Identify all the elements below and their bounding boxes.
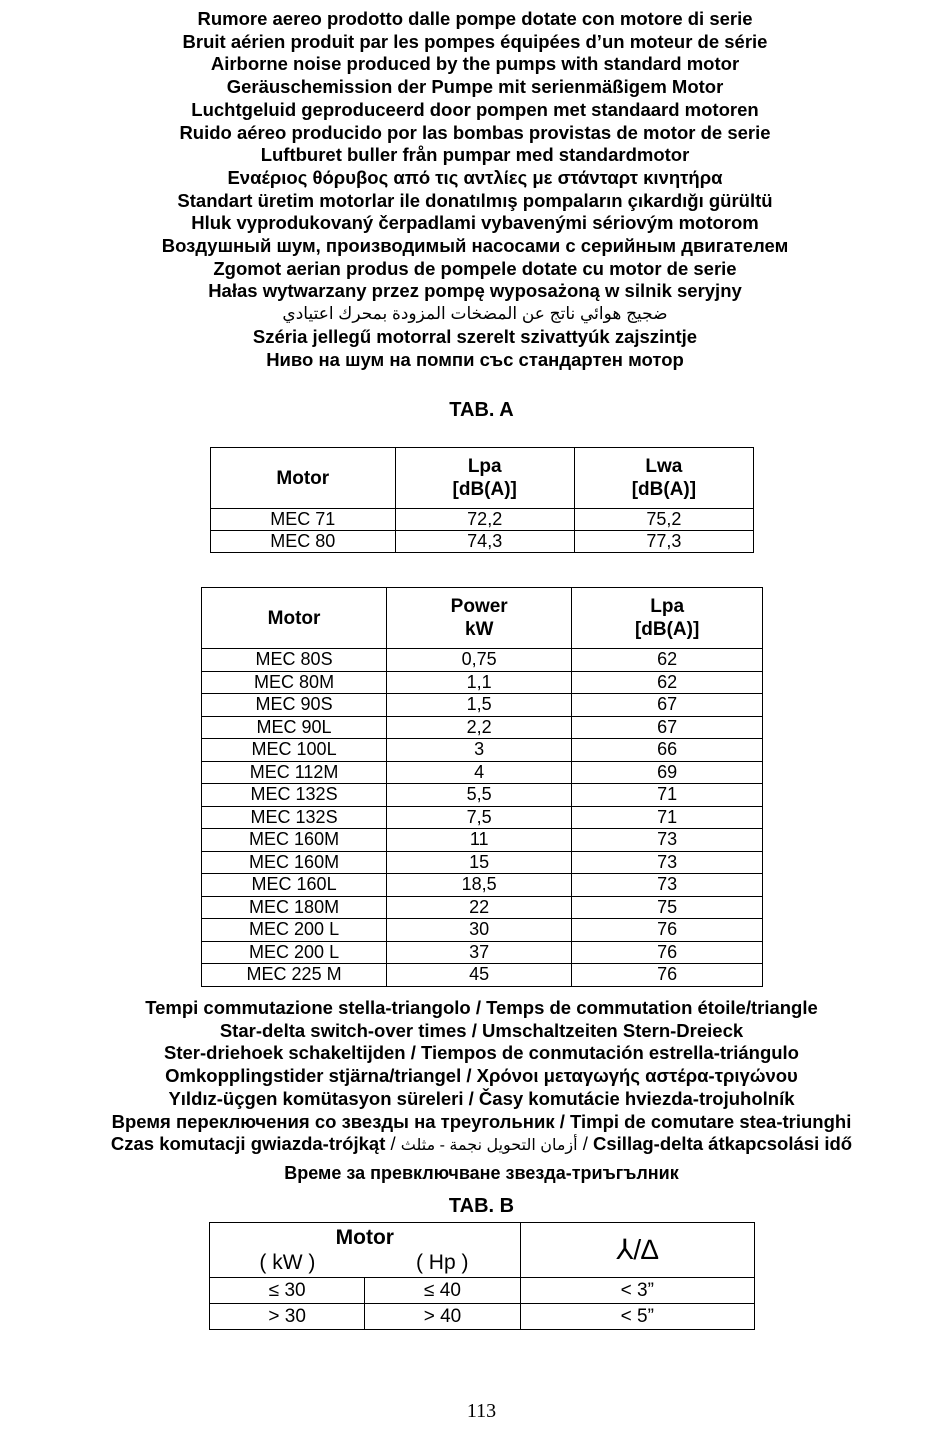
power-noise-cell: MEC 90S bbox=[202, 694, 387, 717]
power-noise-cell: 69 bbox=[572, 761, 763, 784]
power-noise-cell: 62 bbox=[572, 649, 763, 672]
power-noise-cell: 11 bbox=[387, 829, 572, 852]
motor-header: Motor ( kW ) ( Hp ) bbox=[210, 1223, 521, 1278]
tab-a-cell: MEC 80 bbox=[211, 531, 396, 553]
heading-line: Време за превключване звезда-триъгълник bbox=[284, 1162, 679, 1183]
heading-line: Star-delta switch-over times / Umschaltzeiten Stern-Dreieck bbox=[219, 1019, 744, 1041]
power-noise-cell: 1,1 bbox=[387, 671, 572, 694]
heading-line: Hluk vyprodukovaný čerpadlami vybavenými sériovým motorom bbox=[191, 212, 759, 234]
power-noise-cell: 75 bbox=[572, 896, 763, 919]
power-noise-cell: 30 bbox=[387, 919, 572, 942]
table-row bbox=[202, 761, 763, 784]
power-noise-cell: 37 bbox=[387, 941, 572, 964]
table-row bbox=[210, 1304, 755, 1330]
heading-line: Standart üretim motorlar ile donatılmış pompaların çıkardığı gürültü bbox=[177, 189, 773, 211]
power-noise-cell: 7,5 bbox=[387, 806, 572, 829]
power-noise-cell: 45 bbox=[387, 964, 572, 987]
power-noise-cell: MEC 180M bbox=[202, 896, 387, 919]
table-row bbox=[202, 851, 763, 874]
table-row bbox=[202, 716, 763, 739]
heading-line: Εναέριος θόρυβος από τις αντλίες με στάνταρτ κινητήρα bbox=[227, 166, 723, 188]
power-noise-cell: 73 bbox=[572, 829, 763, 852]
heading-line: Bruit aérien produit par les pompes équipées d’un moteur de série bbox=[182, 30, 768, 52]
table-row bbox=[202, 964, 763, 987]
power-noise-table bbox=[201, 587, 763, 987]
tab-a-table bbox=[210, 447, 754, 553]
tab-a-cell: MEC 71 bbox=[211, 509, 396, 531]
heading-line: Zgomot aerian produs de pompele dotate cu motor de serie bbox=[213, 257, 737, 279]
power-noise-cell: MEC 160M bbox=[202, 829, 387, 852]
tab-a-cell: 77,3 bbox=[574, 531, 753, 553]
tab-a-cell: 74,3 bbox=[395, 531, 574, 553]
power-noise-cell: MEC 80S bbox=[202, 649, 387, 672]
table-row bbox=[202, 919, 763, 942]
power-noise-cell: MEC 160L bbox=[202, 874, 387, 897]
power-column-header: Power kW bbox=[387, 588, 572, 649]
table-row bbox=[202, 671, 763, 694]
heading-line: Yıldız-üçgen komütasyon süreleri / Časy komutácie hviezda-trojuholník bbox=[168, 1087, 795, 1109]
tab-b-cell: < 3” bbox=[520, 1278, 754, 1304]
power-noise-cell: 73 bbox=[572, 851, 763, 874]
table-row bbox=[211, 531, 754, 553]
tab-a-cell: 72,2 bbox=[395, 509, 574, 531]
heading-line: Széria jellegű motorral szerelt szivattyúk zajszintje bbox=[252, 325, 698, 347]
table-row bbox=[202, 694, 763, 717]
table-row bbox=[202, 649, 763, 672]
power-noise-cell: MEC 80M bbox=[202, 671, 387, 694]
power-noise-cell: 62 bbox=[572, 671, 763, 694]
switch-times-heading bbox=[0, 997, 950, 1185]
power-noise-cell: 76 bbox=[572, 964, 763, 987]
heading-line: Airborne noise produced by the pumps with standard motor bbox=[210, 53, 740, 75]
motor-column-header: Motor bbox=[211, 448, 396, 509]
kw-header: ( kW ) bbox=[259, 1251, 316, 1274]
table-row bbox=[202, 784, 763, 807]
lwa-column-header: Lwa [dB(A)] bbox=[574, 448, 753, 509]
power-noise-cell: MEC 225 M bbox=[202, 964, 387, 987]
power-noise-cell: MEC 200 L bbox=[202, 919, 387, 942]
power-noise-cell: 1,5 bbox=[387, 694, 572, 717]
power-noise-cell: MEC 132S bbox=[202, 784, 387, 807]
table-header-row bbox=[211, 448, 754, 509]
power-noise-cell: MEC 160M bbox=[202, 851, 387, 874]
power-noise-cell: 71 bbox=[572, 784, 763, 807]
table-row bbox=[202, 874, 763, 897]
table-row bbox=[210, 1278, 755, 1304]
power-noise-cell: 67 bbox=[572, 694, 763, 717]
lpa-column-header: Lpa [dB(A)] bbox=[572, 588, 763, 649]
heading-line: Tempi commutazione stella-triangolo / Temps de commutation étoile/triangle bbox=[145, 997, 818, 1018]
power-noise-cell: MEC 112M bbox=[202, 761, 387, 784]
power-noise-cell: 22 bbox=[387, 896, 572, 919]
tab-b-table bbox=[209, 1222, 755, 1330]
tab-b-cell: < 5” bbox=[520, 1304, 754, 1330]
power-noise-cell: 0,75 bbox=[387, 649, 572, 672]
power-noise-cell: 76 bbox=[572, 941, 763, 964]
heading-line: Luftburet buller från pumpar med standardmotor bbox=[260, 144, 690, 166]
power-noise-cell: MEC 200 L bbox=[202, 941, 387, 964]
tab-a-cell: 75,2 bbox=[574, 509, 753, 531]
table-row bbox=[202, 739, 763, 762]
lpa-column-header: Lpa [dB(A)] bbox=[395, 448, 574, 509]
tab-b-cell: > 30 bbox=[210, 1304, 365, 1330]
star-delta-symbol-header: ⅄/∆ bbox=[520, 1223, 754, 1278]
heading-line: Ниво на шум на помпи със стандартен мотор bbox=[266, 348, 684, 370]
heading-line: Время переключения со звезды на треугольник / Timpi de comutare stea-triunghi bbox=[111, 1110, 852, 1132]
tab-b-cell: > 40 bbox=[365, 1304, 520, 1330]
heading-line: Ruido aéreo producido por las bombas provistas de motor de serie bbox=[179, 121, 771, 143]
heading-line: ضجيج هوائي ناتج عن المضخات المزودة بمحرك اعتيادي bbox=[282, 304, 668, 324]
table-row bbox=[211, 509, 754, 531]
tab-a-title: TAB. A bbox=[449, 399, 514, 421]
page-number: 113 bbox=[466, 1400, 497, 1422]
table-row bbox=[202, 829, 763, 852]
power-noise-cell: 66 bbox=[572, 739, 763, 762]
tab-b-cell: ≤ 40 bbox=[365, 1278, 520, 1304]
table-header-row bbox=[210, 1223, 755, 1278]
motor-column-header: Motor bbox=[202, 588, 387, 649]
table-header-row bbox=[202, 588, 763, 649]
power-noise-cell: 67 bbox=[572, 716, 763, 739]
power-noise-cell: 2,2 bbox=[387, 716, 572, 739]
hp-header: ( Hp ) bbox=[415, 1251, 469, 1274]
table-row bbox=[202, 941, 763, 964]
heading-line: Rumore aereo prodotto dalle pompe dotate con motore di serie bbox=[197, 8, 753, 29]
power-noise-cell: 15 bbox=[387, 851, 572, 874]
power-noise-cell: 76 bbox=[572, 919, 763, 942]
heading-line: Hałas wytwarzany przez pompę wyposażoną w silnik seryjny bbox=[208, 280, 742, 302]
heading-line: Ster-driehoek schakeltijden / Tiempos de conmutación estrella-triángulo bbox=[164, 1042, 799, 1064]
tab-b-cell: ≤ 30 bbox=[210, 1278, 365, 1304]
heading-line: Luchtgeluid geproduceerd door pompen met standaard motoren bbox=[191, 98, 759, 120]
power-noise-cell: MEC 90L bbox=[202, 716, 387, 739]
table-row bbox=[202, 896, 763, 919]
power-noise-cell: 5,5 bbox=[387, 784, 572, 807]
power-noise-cell: MEC 132S bbox=[202, 806, 387, 829]
heading-line: Czas komutacji gwiazda-trójkąt / أزمان التحويل نجمة - مثلث / Csillag-delta átkapcsolási idő bbox=[110, 1133, 853, 1155]
power-noise-cell: MEC 100L bbox=[202, 739, 387, 762]
power-noise-cell: 18,5 bbox=[387, 874, 572, 897]
power-noise-cell: 73 bbox=[572, 874, 763, 897]
noise-heading bbox=[0, 8, 950, 371]
heading-line: Воздушный шум, производимый насосами с серийным двигателем bbox=[161, 235, 789, 257]
tab-b-title: TAB. B bbox=[448, 1195, 515, 1217]
power-noise-cell: 71 bbox=[572, 806, 763, 829]
power-noise-cell: 3 bbox=[387, 739, 572, 762]
table-row bbox=[202, 806, 763, 829]
power-noise-cell: 4 bbox=[387, 761, 572, 784]
heading-line: Omkopplingstider stjärna/triangel / Χρόνοι μεταγωγής αστέρα-τριγώνου bbox=[165, 1065, 798, 1087]
heading-line: Geräuschemission der Pumpe mit serienmäßigem Motor bbox=[226, 76, 724, 98]
